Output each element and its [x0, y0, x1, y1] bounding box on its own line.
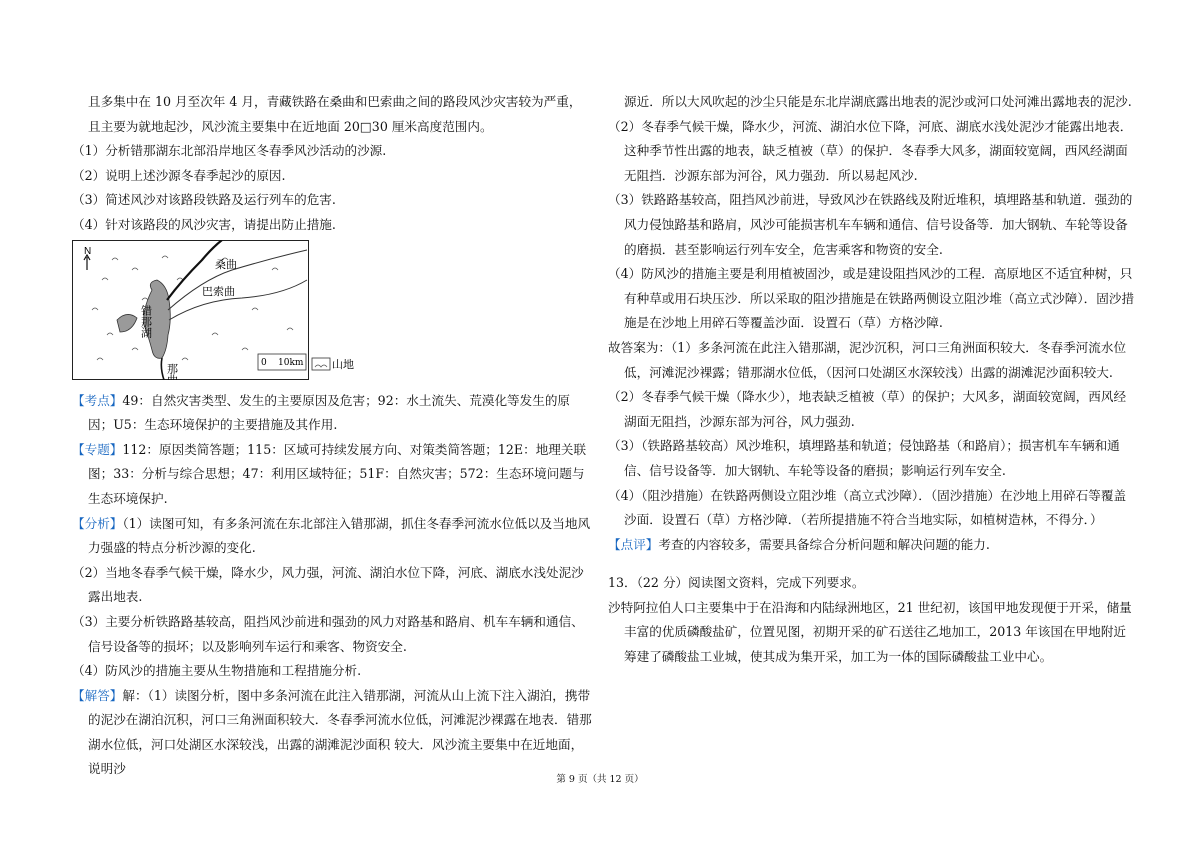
fenxi-2: （2）当地冬春季气候干燥，降水少，风力强，河流、湖泊水位下降，河底、湖底水浅处泥沙露出地表. — [72, 564, 584, 605]
basuoqu-river — [169, 280, 307, 320]
question-4: （4）针对该路段的风沙灾害，请提出防止措施. — [72, 216, 336, 232]
kaodian-text: 49：自然灾害类型、发生的主要原因及危害；92：水土流失、荒漠化等发生的原因；U5：生态环境保护的主要措施及其作用. — [88, 392, 571, 433]
question-1: （1）分析错那湖东北部沿岸地区冬春季风沙活动的沙源. — [72, 143, 387, 159]
page-footer: 第 9 页（共 12 页） — [556, 774, 644, 785]
lake-map — [72, 240, 372, 380]
answer-continuation: 源近．所以大风吹起的沙尘只能是东北岸湖底露出地表的泥沙或河口处河滩出露地表的泥沙. — [624, 94, 1132, 109]
fenxi-text-1: （1）读图可知，有多条河流在东北部注入错那湖，抓住冬春季河流水位低以及当地风力强盛的特点分析沙源的变化. — [88, 515, 591, 556]
kaodian-tag: 【考点】 — [72, 392, 123, 408]
kaodian-block — [72, 389, 592, 438]
north-arrow-icon — [84, 255, 90, 270]
fenxi-3: （3）主要分析铁路路基较高，阻挡风沙前进和强劲的风力对路基和路肩、机车车辆和通信、信号设备等的损坏；以及影响列车运行和乘客、物资安全. — [72, 613, 584, 654]
zhuanti-text: 112：原因类简答题；115：区域可持续发展方向、对策类简答题；12E：地理关联图；33：分析与综合思想；47：利用区域特征；51F：自然灾害；572：生态环境问题与生态环境保护. — [88, 441, 587, 506]
left-column — [72, 90, 592, 782]
legend-label: 山地 — [332, 357, 354, 371]
map-figure — [72, 240, 592, 383]
question-13-heading: 13．（22 分）阅读图文资料，完成下列要求。 — [608, 575, 865, 591]
zhuanti-block — [72, 438, 592, 512]
jieda-block — [72, 684, 592, 782]
zhuanti-tag: 【专题】 — [72, 441, 123, 457]
jieda-tag: 【解答】 — [72, 687, 123, 703]
final-answer-4: （4）（阻沙措施）在铁路两侧设立阻沙堆（高立式沙障）．（固沙措施）在沙地上用碎石等覆盖沙面．设置石（草）方格沙障．（若所提措施不符合当地实际，如植树造林，不得分．） — [608, 487, 1127, 528]
scale-ten: 10km — [278, 357, 304, 368]
lake-label: 错那湖 — [139, 304, 153, 338]
scale-zero: 0 — [261, 357, 267, 368]
jieda-text: 解：（1）读图分析，图中多条河流在此注入错那湖，河流从山上流下注入湖泊，携带的泥沙在湖泊沉积，河口三角洲面积较大．冬春季河流水位低，河滩泥沙裸露在地表．错那湖水位低，河口处湖区水深较浅，出露的湖滩泥沙面积 较大．风沙流主要集中在近地面，说明沙 — [88, 687, 592, 777]
question-3: （3）简述风沙对该路段铁路及运行列车的危害. — [72, 192, 336, 208]
fenxi-block — [72, 512, 592, 561]
right-column — [608, 90, 1136, 670]
question-13-text: 沙特阿拉伯人口主要集中于在沿海和内陆绿洲地区，21 世纪初，该国甲地发现便于开采，储量丰富的优质磷酸盐矿，位置见图，初期开采的矿石送往乙地加工，2013 年该国在甲地附近筹建了磷酸盐工业城，使其成为集开采，加工为一体的国际磷酸盐工业中心。 — [608, 599, 1132, 665]
basuoqu-label: 巴索曲 — [202, 284, 235, 298]
intro-paragraph: 且多集中在 10 月至次年 4 月，青藏铁路在桑曲和巴索曲之间的路段风沙灾害较为严重，且主要为就地起沙，风沙流主要集中在近地面 20□30 厘米高度范围内。 — [88, 94, 582, 134]
spacer — [608, 557, 1136, 571]
dianping-tag: 【点评】 — [608, 536, 659, 552]
answer-4: （4）防风沙的措施主要是利用植被固沙，或是建设阻挡风沙的工程．高原地区不适宜种树，只有种草或用石块压沙．所以采取的阻沙措施是在铁路两侧设立阻沙堆（高立式沙障）．固沙措施是在沙地上用碎石等覆盖沙面．设置石（草）方格沙障. — [608, 266, 1135, 331]
sangqu-river — [168, 250, 307, 310]
small-lake — [117, 314, 137, 332]
final-answer-2: （2）冬春季气候干燥（降水少），地表缺乏植被（草）的保护；大风多，湖面较宽阔，西风经湖面无阻挡，沙源东部为河谷，风力强劲. — [608, 389, 1127, 429]
answer-2: （2）冬春季气候干燥，降水少，河流、湖泊水位下降，河底、湖底水浅处泥沙才能露出地表．这种季节性出露的地表，缺乏植被（草）的保护．冬春季大风多，湖面较宽阔，西风经湖面无阻挡．沙源东部为河谷，风力强劲．所以易起风沙. — [608, 118, 1133, 183]
question-2: （2）说明上述沙源冬春季起沙的原因. — [72, 167, 286, 183]
final-answer-3: （3）（铁路路基较高）风沙堆积，填埋路基和轨道；侵蚀路基（和路肩）；损害机车车辆和通信、信号设备等．加大钢轨、车轮等设备的磨损；影响运行列车安全. — [608, 438, 1120, 478]
naqu-river — [161, 358, 164, 380]
final-answer-1: 故答案为：（1）多条河流在此注入错那湖，泥沙沉积，河口三角洲面积较大．冬春季河流水位低，河滩泥沙裸露；错那湖水位低，（因河口处湖区水深较浅）出露的湖滩泥沙面积较大. — [608, 339, 1127, 380]
fenxi-tag: 【分析】 — [72, 515, 123, 531]
fenxi-4: （4）防风沙的措施主要从生物措施和工程措施分析. — [72, 663, 362, 679]
dianping-block — [608, 533, 1136, 558]
north-label: N — [84, 245, 92, 257]
naqu-label: 那曲 — [165, 362, 179, 380]
legend-box — [312, 358, 330, 370]
dianping-text: 考查的内容较多，需要具备综合分析问题和解决问题的能力. — [658, 536, 990, 552]
sangqu-label: 桑曲 — [215, 257, 237, 271]
answer-3: （3）铁路路基较高，阻挡风沙前进，导致风沙在铁路线及附近堆积，填埋路基和轨道．强劲的风力侵蚀路基和路肩，风沙可能损害机车车辆和通信、信号设备等．加大钢轨、车轮等设备的磨损．甚至影响运行列车安全，危害乘客和物资的安全. — [608, 192, 1133, 257]
